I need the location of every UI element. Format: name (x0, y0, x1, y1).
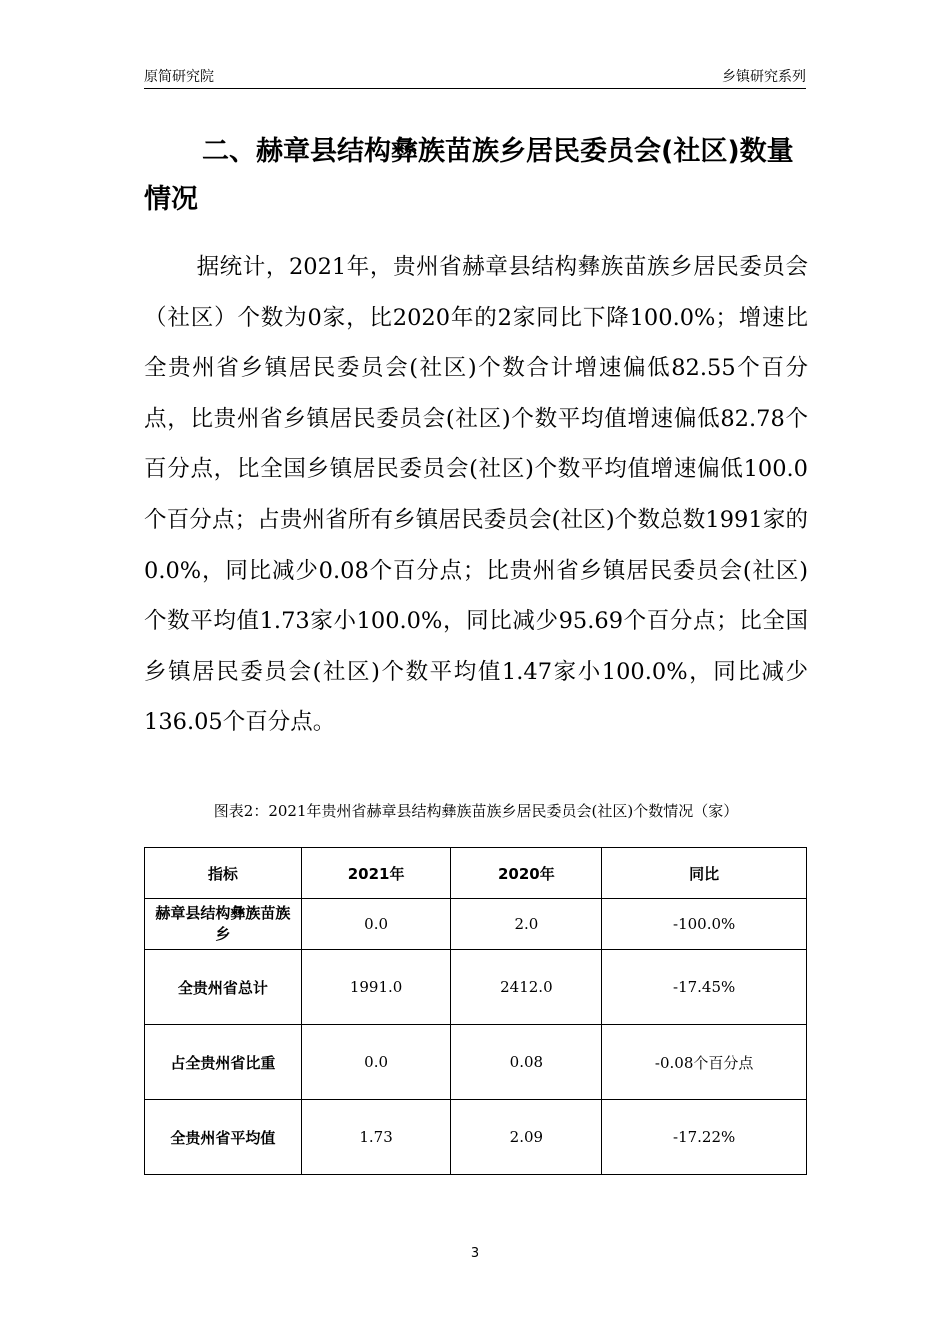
table-row (145, 1100, 807, 1175)
body-paragraph (144, 242, 808, 748)
table-header-row (145, 848, 807, 899)
table-header-cell: 2020年 (451, 848, 602, 899)
table-cell: 2.0 (451, 899, 602, 950)
row-label: 赫章县结构彝族苗族乡 (145, 899, 302, 950)
table-header-cell: 同比 (602, 848, 807, 899)
table-row (145, 950, 807, 1025)
table-cell: 2412.0 (451, 950, 602, 1025)
data-table (144, 847, 807, 1175)
table-cell: 0.08 (451, 1025, 602, 1100)
table-header-cell: 2021年 (301, 848, 451, 899)
section-title-text: 二、赫章县结构彝族苗族乡居民委员会(社区)数量情况 (144, 136, 794, 215)
table-header-cell: 指标 (145, 848, 302, 899)
header-series: 乡镇研究系列 (722, 69, 806, 85)
row-label: 全贵州省总计 (145, 950, 302, 1025)
table-cell: -17.22% (602, 1100, 807, 1175)
table-cell: -17.45% (602, 950, 807, 1025)
row-label: 全贵州省平均值 (145, 1100, 302, 1175)
table-cell: 2.09 (451, 1100, 602, 1175)
table-cell: 0.0 (301, 899, 451, 950)
section-title (144, 128, 808, 224)
header-publisher: 原简研究院 (144, 69, 214, 85)
page-header (144, 66, 806, 89)
table-cell: 1991.0 (301, 950, 451, 1025)
table-row (145, 1025, 807, 1100)
body-paragraph-text: 据统计，2021年，贵州省赫章县结构彝族苗族乡居民委员会（社区）个数为0家，比2020年的2家同比下降100.0%；增速比全贵州省乡镇居民委员会(社区)个数合计增速偏低82.55个百分点，比贵州省乡镇居民委员会(社区)个数平均值增速偏低82.78个百分点，比全国乡镇居民委员会(社区)个数平均值增速偏低100.0个百分点；占贵州省所有乡镇居民委员会(社区)个数总数1991家的0.0%，同比减少0.08个百分点；比贵州省乡镇居民委员会(社区)个数平均值1.73家小100.0%，同比减少95.69个百分点；比全国乡镇居民委员会(社区)个数平均值1.47家小100.0%，同比减少136.05个百分点。 (144, 254, 808, 736)
table-cell: 1.73 (301, 1100, 451, 1175)
table-cell: -100.0% (602, 899, 807, 950)
table-caption: 图表2：2021年贵州省赫章县结构彝族苗族乡居民委员会(社区)个数情况（家） (213, 802, 739, 820)
page-number: 3 (470, 1246, 480, 1261)
row-label: 占全贵州省比重 (145, 1025, 302, 1100)
table-cell: 0.0 (301, 1025, 451, 1100)
table-row (145, 899, 807, 950)
table-cell: -0.08个百分点 (602, 1025, 807, 1100)
